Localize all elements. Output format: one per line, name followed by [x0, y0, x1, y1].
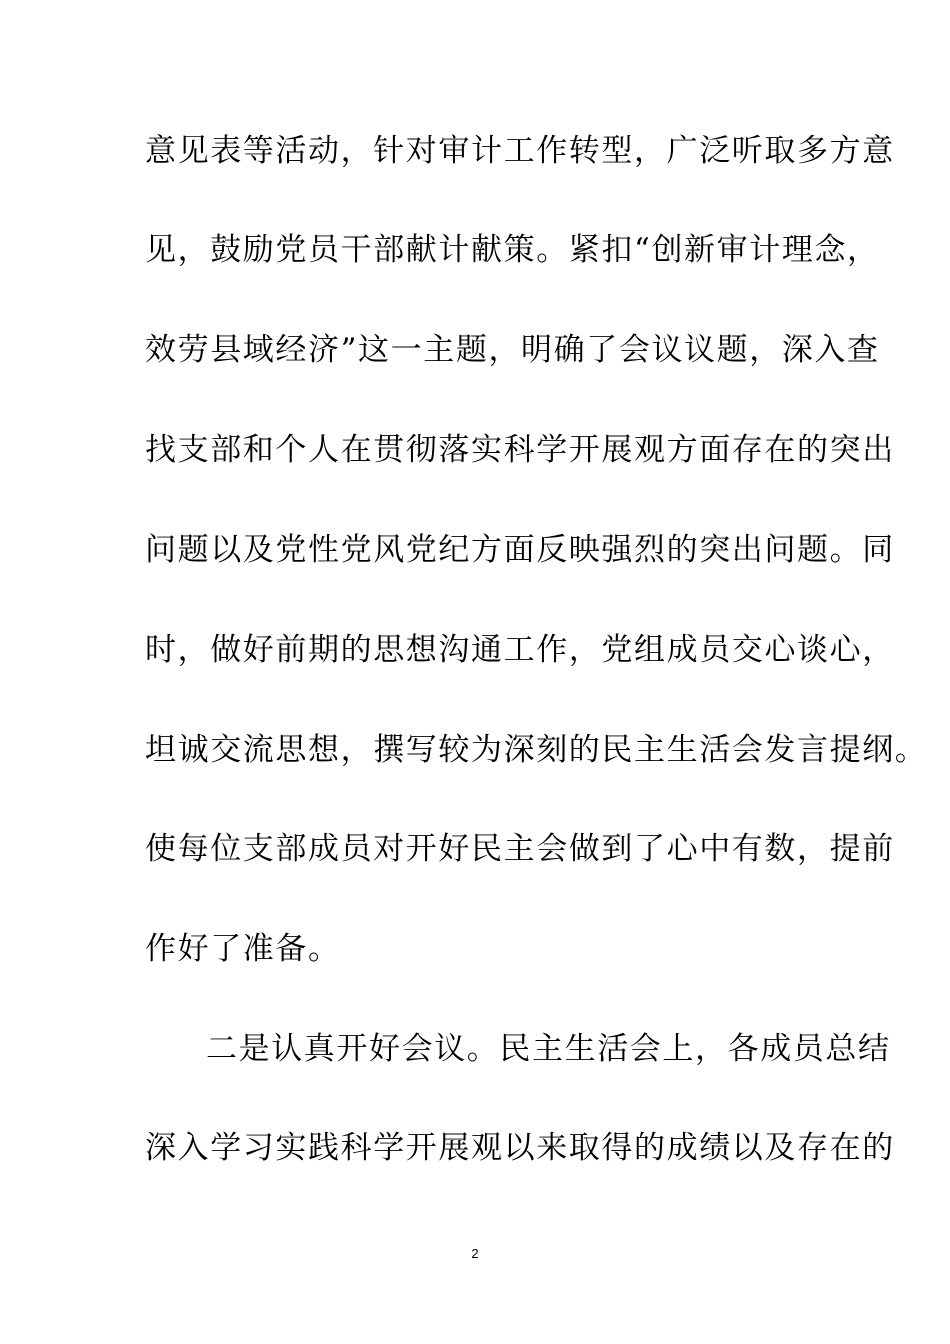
page-number: 2 [471, 1246, 479, 1261]
paragraph-line: 坦诚交流思想，撰写较为深刻的民主生活会发言提纲。 [145, 732, 928, 768]
paragraph-line: 意见表等活动，针对审计工作转型，广泛听取多方意 [145, 133, 895, 169]
paragraph-line: 见，鼓励党员干部献计献策。紧扣“创新审计理念， [145, 232, 880, 268]
paragraph-line: 时，做好前期的思想沟通工作，党组成员交心谈心， [145, 632, 895, 668]
paragraph-line: 找支部和个人在贯彻落实科学开展观方面存在的突出 [145, 432, 895, 468]
paragraph-line: 深入学习实践科学开展观以来取得的成绩以及存在的 [145, 1130, 895, 1166]
paragraph-line: 问题以及党性党风党纪方面反映强烈的突出问题。同 [145, 532, 895, 568]
paragraph-line: 使每位支部成员对开好民主会做到了心中有数，提前 [145, 831, 895, 867]
paragraph-line: 二是认真开好会议。民主生活会上，各成员总结 [206, 1031, 891, 1067]
paragraph-line: 作好了准备。 [145, 931, 341, 967]
paragraph-line: 效劳县域经济”这一主题，明确了会议议题，深入查 [145, 332, 880, 368]
